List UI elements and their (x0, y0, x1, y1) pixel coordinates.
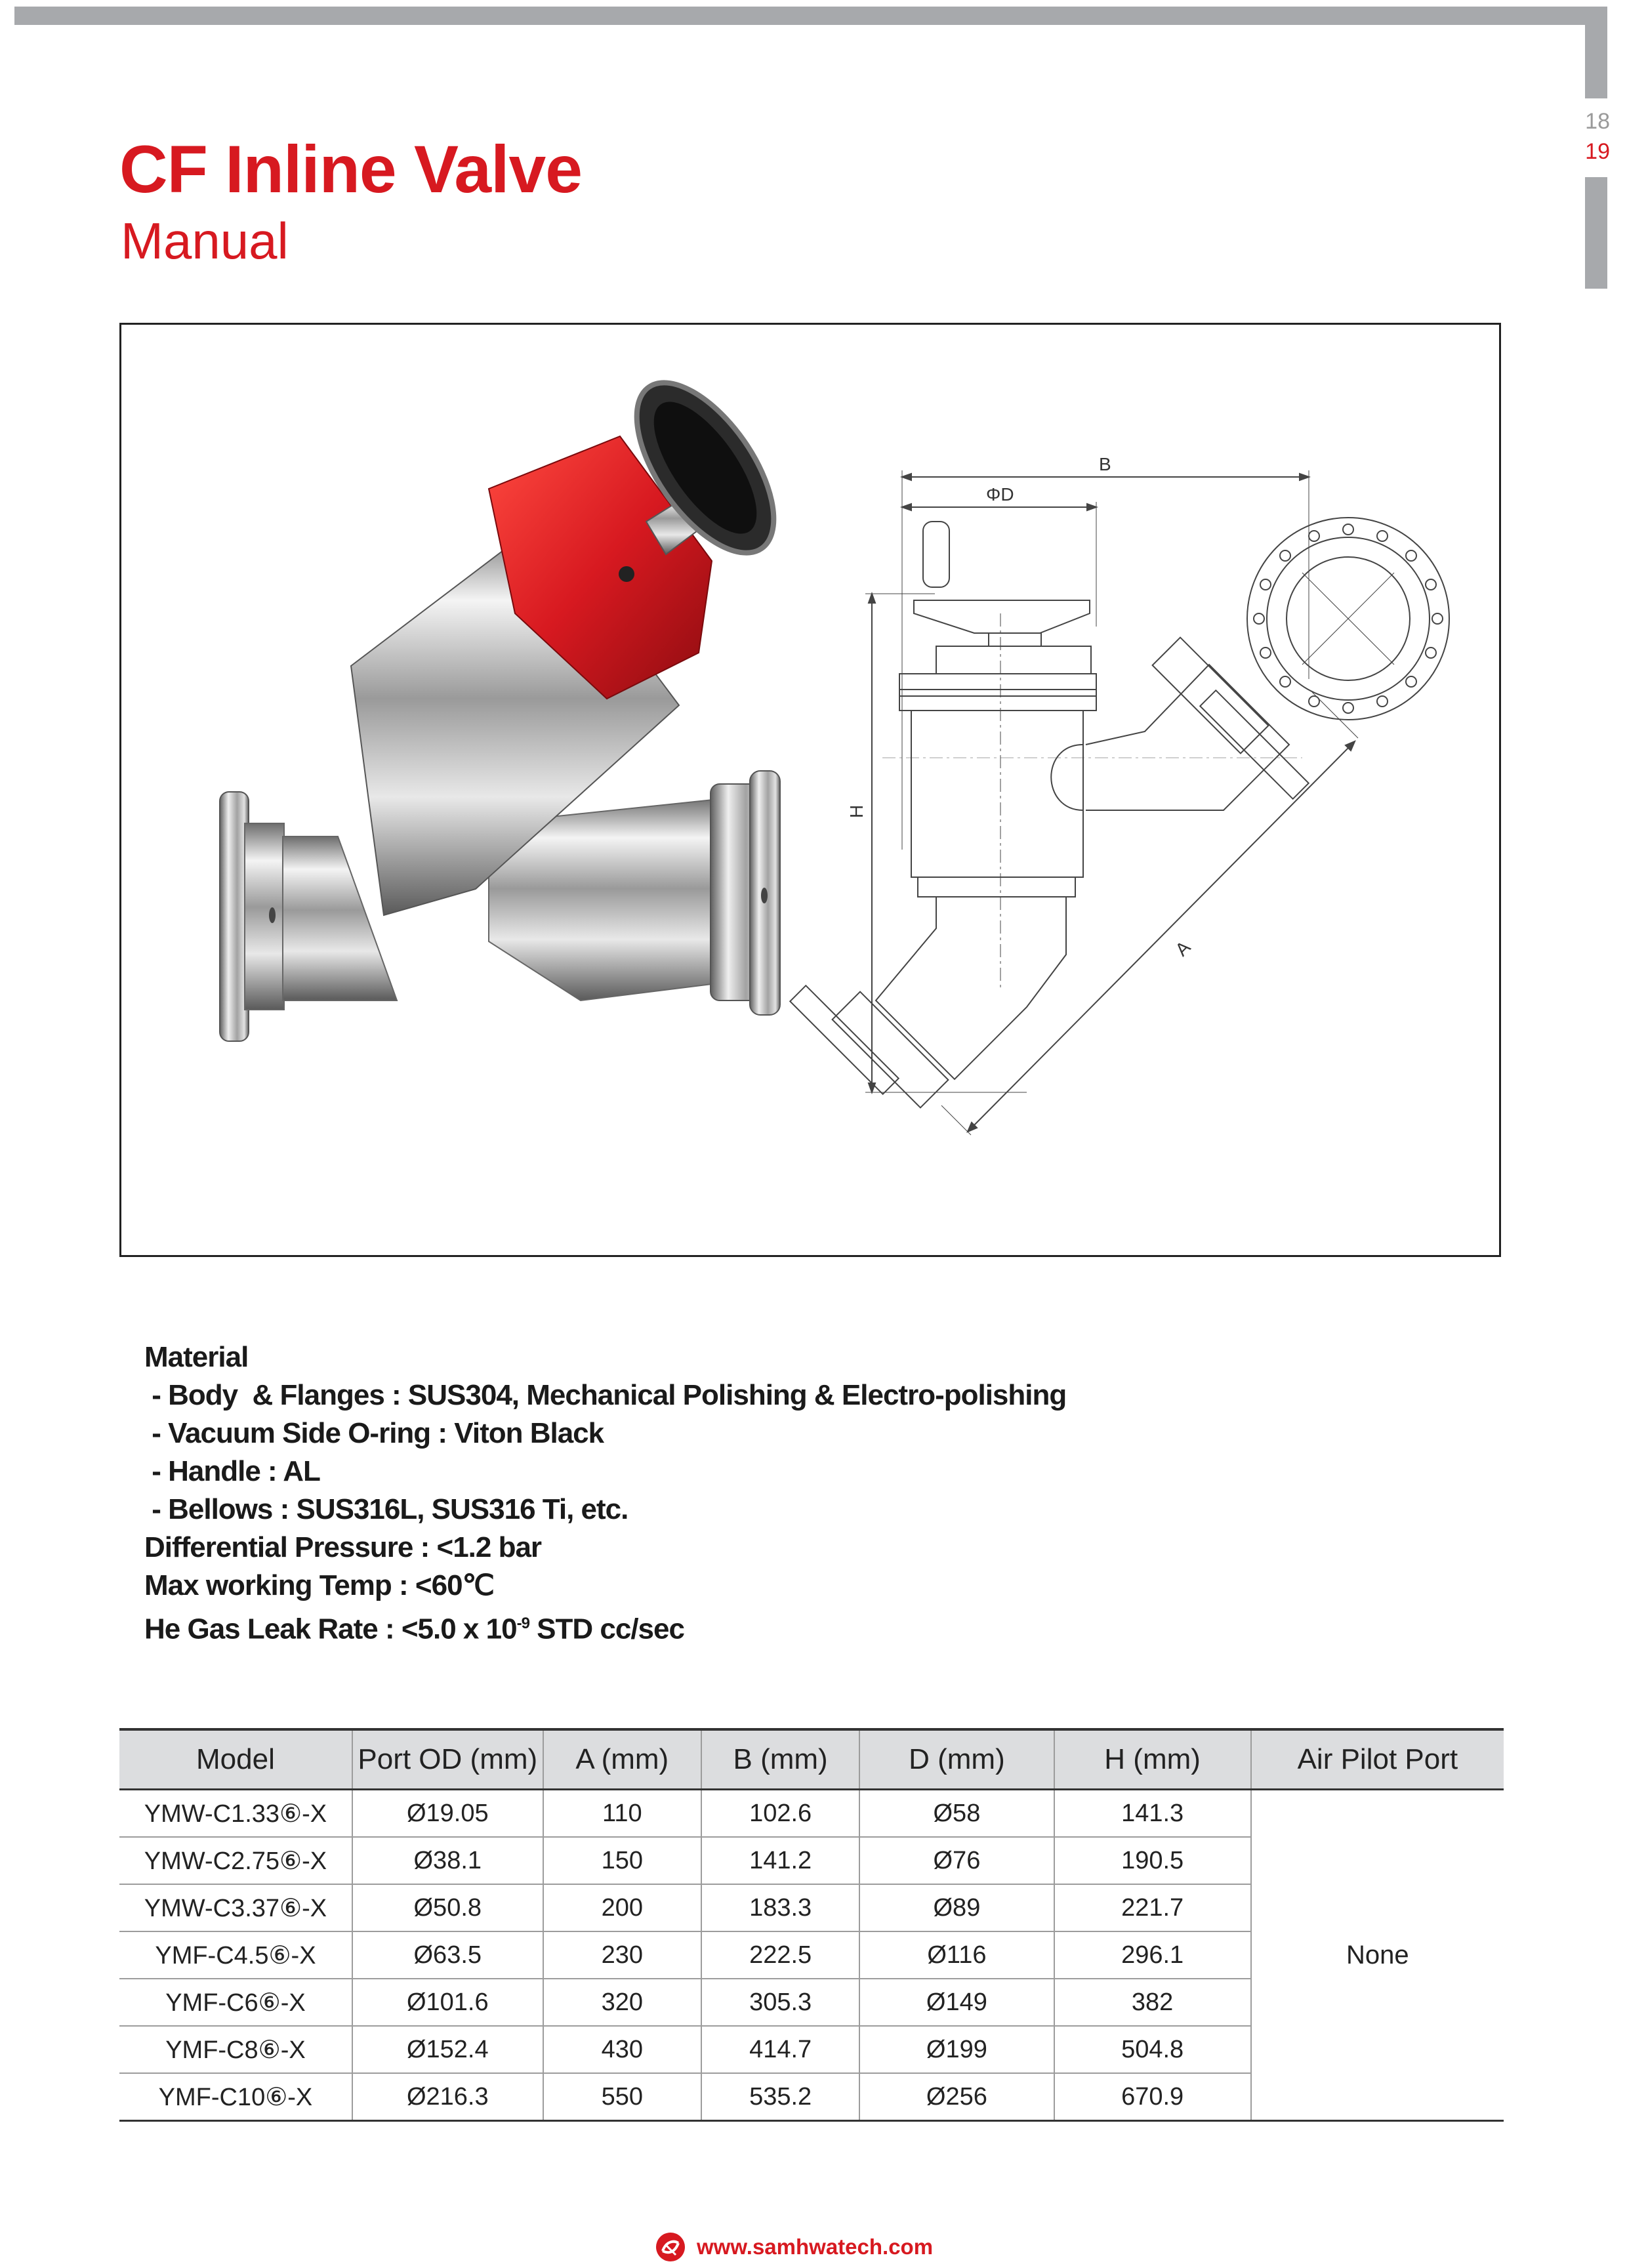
cell-h: 504.8 (1054, 2026, 1251, 2073)
current-page-number: 19 (1585, 139, 1610, 164)
cell-b: 414.7 (701, 2026, 859, 2073)
cell-port-od: Ø216.3 (352, 2073, 543, 2121)
cell-a: 200 (543, 1884, 701, 1931)
page-title: CF Inline Valve (119, 132, 582, 207)
cell-model: YMF-C4.5⑥-X (119, 1931, 352, 1979)
cell-d: Ø89 (859, 1884, 1054, 1931)
cell-model: YMW-C2.75⑥-X (119, 1837, 352, 1884)
max-working-temp: Max working Temp : <60℃ (144, 1569, 494, 1601)
cell-model: YMF-C8⑥-X (119, 2026, 352, 2073)
label-h: H (846, 804, 867, 818)
cell-port-od: Ø101.6 (352, 1979, 543, 2026)
cell-h: 141.3 (1054, 1790, 1251, 1838)
cell-d: Ø199 (859, 2026, 1054, 2073)
cell-port-od: Ø152.4 (352, 2026, 543, 2073)
side-tab-bottom (1585, 177, 1607, 289)
col-h: H (mm) (1054, 1729, 1251, 1790)
valve-photo (220, 360, 800, 1041)
cell-a: 550 (543, 2073, 701, 2121)
table-row (119, 1790, 1504, 1838)
col-model: Model (119, 1729, 352, 1790)
material-bellows: - Bellows : SUS316L, SUS316 Ti, etc. (144, 1493, 628, 1525)
samhwa-logo-icon (655, 2231, 686, 2263)
product-figure (119, 323, 1501, 1257)
leak-rate: He Gas Leak Rate : <5.0 x $10^{-9}$ STD cc/sec (144, 1613, 684, 1645)
cell-d: Ø76 (859, 1837, 1054, 1884)
flange-end-view (1247, 518, 1449, 720)
cell-h: 296.1 (1054, 1931, 1251, 1979)
col-port-od: Port OD (mm) (352, 1729, 543, 1790)
cell-b: 535.2 (701, 2073, 859, 2121)
cell-a: 150 (543, 1837, 701, 1884)
cell-b: 305.3 (701, 1979, 859, 2026)
cell-h: 190.5 (1054, 1837, 1251, 1884)
cell-a: 110 (543, 1790, 701, 1838)
cell-b: 102.6 (701, 1790, 859, 1838)
material-spec (144, 1338, 1066, 1649)
cell-port-od: Ø50.8 (352, 1884, 543, 1931)
label-d: ΦD (986, 484, 1014, 505)
material-oring: - Vacuum Side O-ring : Viton Black (144, 1417, 604, 1449)
cell-h: 670.9 (1054, 2073, 1251, 2121)
cell-port-od: Ø63.5 (352, 1931, 543, 1979)
dim-a-line (968, 741, 1355, 1132)
cell-d: Ø149 (859, 1979, 1054, 2026)
col-b: B (mm) (701, 1729, 859, 1790)
cell-model: YMF-C10⑥-X (119, 2073, 352, 2121)
cell-h: 382 (1054, 1979, 1251, 2026)
label-a: A (1171, 937, 1195, 960)
footer-url[interactable]: www.samhwatech.com (697, 2235, 934, 2259)
cell-a: 430 (543, 2026, 701, 2073)
col-d: D (mm) (859, 1729, 1054, 1790)
label-b: B (1099, 454, 1111, 474)
cell-model: YMW-C3.37⑥-X (119, 1884, 352, 1931)
technical-drawing (790, 470, 1449, 1135)
side-tab-top (1585, 7, 1607, 98)
material-body: - Body & Flanges : SUS304, Mechanical Polishing & Electro-polishing (144, 1379, 1067, 1411)
cell-b: 222.5 (701, 1931, 859, 1979)
cell-b: 141.2 (701, 1837, 859, 1884)
col-air-pilot: Air Pilot Port (1251, 1729, 1504, 1790)
spec-table (119, 1728, 1504, 2122)
cell-air-pilot: None (1251, 1790, 1504, 2121)
cell-port-od: Ø19.05 (352, 1790, 543, 1838)
cell-a: 230 (543, 1931, 701, 1979)
material-handle: - Handle : AL (144, 1455, 320, 1487)
cell-h: 221.7 (1054, 1884, 1251, 1931)
cell-a: 320 (543, 1979, 701, 2026)
top-bar (14, 7, 1601, 25)
cell-model: YMW-C1.33⑥-X (119, 1790, 352, 1838)
material-heading: Material (144, 1341, 249, 1373)
cell-b: 183.3 (701, 1884, 859, 1931)
cell-d: Ø58 (859, 1790, 1054, 1838)
prev-page-number[interactable]: 18 (1585, 109, 1610, 134)
footer (655, 2231, 933, 2263)
table-header-row (119, 1729, 1504, 1790)
cell-port-od: Ø38.1 (352, 1837, 543, 1884)
cell-d: Ø116 (859, 1931, 1054, 1979)
figure-canvas (121, 325, 1499, 1255)
cell-model: YMF-C6⑥-X (119, 1979, 352, 2026)
cell-d: Ø256 (859, 2073, 1054, 2121)
differential-pressure: Differential Pressure : <1.2 bar (144, 1531, 542, 1563)
page-subtitle: Manual (121, 212, 289, 270)
col-a: A (mm) (543, 1729, 701, 1790)
